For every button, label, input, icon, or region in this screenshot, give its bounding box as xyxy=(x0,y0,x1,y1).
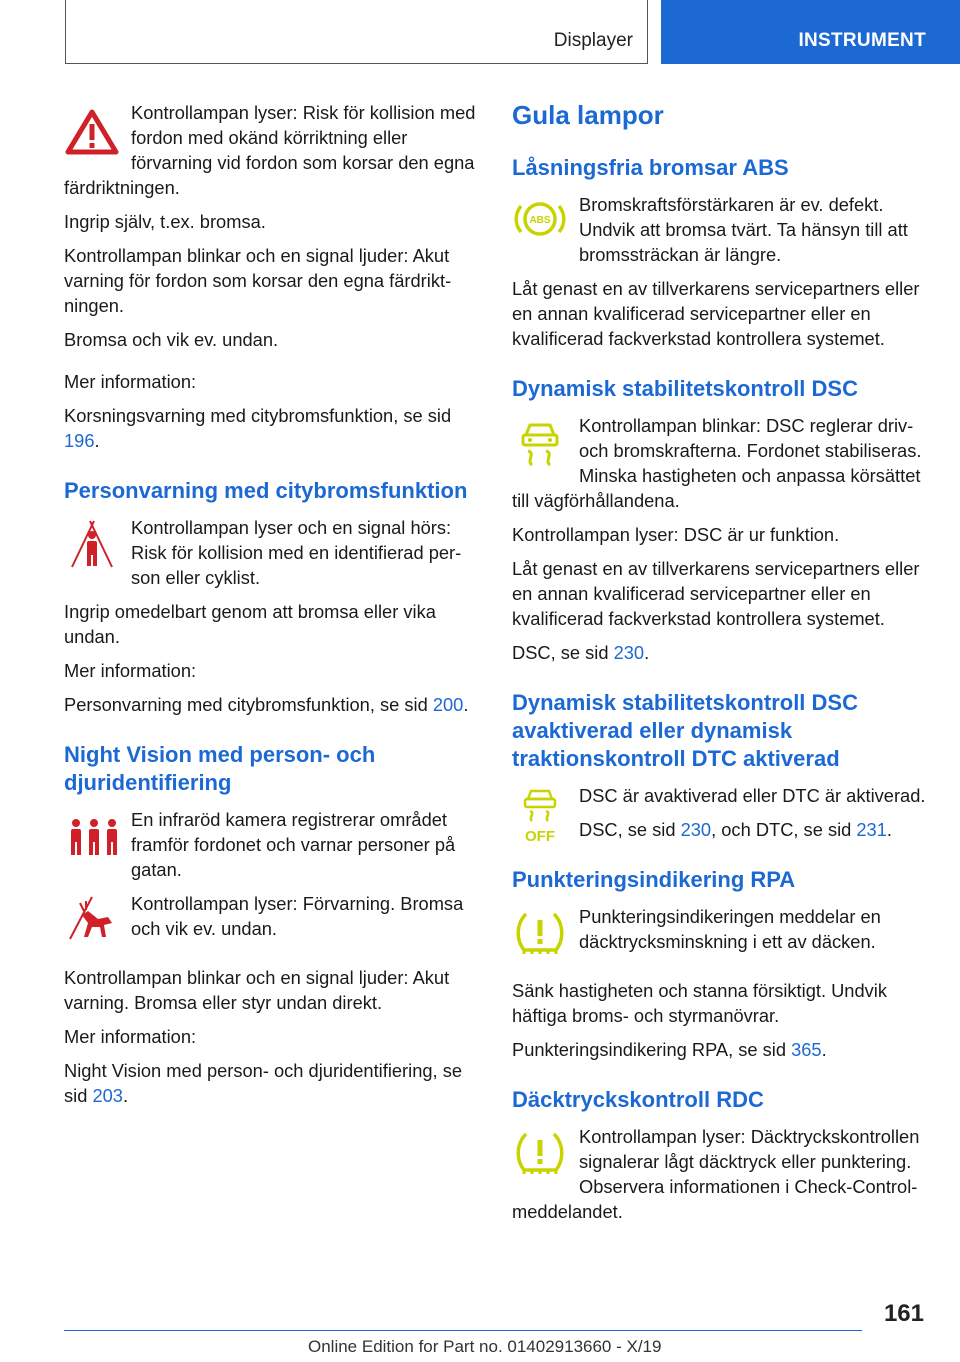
section-title-rdc: Däcktryckskontroll RDC xyxy=(512,1087,764,1112)
night-vision-reference: Night Vision med person- och djuridentifiering, se sid 203. xyxy=(64,1060,463,1106)
night-vision-more-info: Mer information: xyxy=(64,1026,197,1047)
personvarning-paragraph-1: Kontrollampan lyser och en signal hörs: Risk för kollision med en identifierad person eller cyklist. xyxy=(131,517,462,588)
pedestrians-group-icon xyxy=(64,809,131,881)
rpa-paragraph-1: Punkteringsindikeringen meddelar en däcktrycksminskning i ett av däcken. xyxy=(579,906,881,952)
dsc-reference: DSC, se sid 230. xyxy=(512,642,650,663)
header-chapter-label: INSTRUMENT xyxy=(798,30,926,51)
intro-reference: Korsningsvarning med citybromsfunktion, se sid 196. xyxy=(64,405,452,451)
intro-more-info: Mer information: xyxy=(64,371,197,392)
personvarning-paragraph-2: Ingrip omedelbart genom att bromsa eller vika undan. xyxy=(64,601,436,647)
warning-triangle-icon xyxy=(64,102,131,174)
section-title-gula-lampor: Gula lampor xyxy=(512,100,664,130)
page-link-230[interactable]: 230 xyxy=(613,642,645,663)
personvarning-more-info: Mer information: xyxy=(64,660,197,681)
personvarning-reference: Personvarning med citybromsfunktion, se sid 200. xyxy=(64,694,469,715)
dsc-off-paragraph-1: DSC är avaktiverad eller DTC är aktiverad. xyxy=(579,785,926,806)
abs-paragraph-2: Låt genast en av tillverkarens servicepartners eller en annan kvalificerad servicepartner eller en kvalificerad fackverkstad kontrollera systemet. xyxy=(512,278,920,349)
abs-warning-icon xyxy=(512,194,579,266)
intro-paragraph-3: Kontrollampan blinkar och en signal ljuder: Akut varning för fordon som korsar den egna färdriktningen. xyxy=(64,245,452,316)
rdc-paragraph-1: Kontrollampan lyser: Däcktryckskontrollen signalerar lågt däcktryck eller punktering. Observera informationen i Check-Control-meddelandet. xyxy=(512,1126,920,1222)
tire-pressure-rdc-icon xyxy=(512,1126,579,1198)
dsc-car-skid-icon xyxy=(512,415,579,487)
header-chapter-tab[interactable] xyxy=(661,0,960,64)
section-title-dsc-off: Dynamisk stabilitetskontroll DSC avaktiverad eller dynamisk traktionskontroll DTC aktiverad xyxy=(512,690,858,771)
dsc-off-reference: DSC, se sid 230, och DTC, se sid 231. xyxy=(579,819,892,840)
section-title-abs: Låsningsfria bromsar ABS xyxy=(512,155,789,180)
right-column xyxy=(512,100,926,1233)
night-vision-paragraph-2: Kontrollampan lyser: Förvarning. Bromsa och vik ev. undan. xyxy=(131,893,464,939)
footer-edition: Online Edition for Part no. 01402913660 - X/19 xyxy=(308,1337,662,1356)
page-link-196[interactable]: 196 xyxy=(64,430,95,451)
dsc-paragraph-1: Kontrollampan blinkar: DSC reglerar driv- och bromskrafterna. Fordonet stabiliseras. Minska hastigheten och anpassa körsättet till vägförhållandena. xyxy=(512,415,922,511)
page-link-200[interactable]: 200 xyxy=(432,694,464,715)
section-title-dsc: Dynamisk stabilitetskontroll DSC xyxy=(512,376,858,401)
dsc-off-icon xyxy=(512,785,579,857)
section-title-night-vision: Night Vision med person- och djuridentifiering xyxy=(64,742,376,795)
intro-paragraph-2: Ingrip själv, t.ex. bromsa. xyxy=(64,211,266,232)
dsc-paragraph-2: Kontrollampan lyser: DSC är ur funktion. xyxy=(512,524,840,545)
page-link-231[interactable]: 231 xyxy=(856,819,887,840)
header-section-tab[interactable] xyxy=(65,0,648,64)
intro-paragraph-1: Kontrollampan lyser: Risk för kollision med fordon med okänd körriktning eller förvarning vid fordon som korsar den egna färdriktningen. xyxy=(64,102,476,198)
animal-warning-icon xyxy=(64,893,131,965)
rpa-paragraph-2: Sänk hastigheten och stanna försiktigt. Undvik häftiga broms- och styrmanövrar. xyxy=(512,980,887,1026)
svg-text:ABS: ABS xyxy=(529,215,551,226)
page-link-365[interactable]: 365 xyxy=(791,1039,822,1060)
header-section-label: Displayer xyxy=(553,30,633,51)
intro-paragraph-4: Bromsa och vik ev. undan. xyxy=(64,329,279,350)
night-vision-paragraph-3: Kontrollampan blinkar och en signal ljuder: Akut varning. Bromsa eller styr undan direkt. xyxy=(64,967,450,1013)
page-number: 161 xyxy=(883,1300,924,1327)
night-vision-paragraph-1: En infraröd kamera registrerar området framför fordonet och varnar personer på gatan. xyxy=(131,809,456,880)
section-title-personvarning: Personvarning med citybromsfunktion xyxy=(64,478,468,503)
svg-text:OFF: OFF xyxy=(525,828,555,845)
pedestrian-warning-icon xyxy=(64,517,131,589)
tire-pressure-rpa-icon xyxy=(512,906,579,978)
dsc-paragraph-3: Låt genast en av tillverkarens servicepartners eller en annan kvalificerad servicepartner eller en kvalificerad fackverkstad kontrollera systemet. xyxy=(512,558,920,629)
page-link-230b[interactable]: 230 xyxy=(680,819,712,840)
section-title-rpa: Punkteringsindikering RPA xyxy=(512,867,796,892)
page-link-203[interactable]: 203 xyxy=(92,1085,123,1106)
footer-divider xyxy=(64,1330,862,1331)
rpa-reference: Punkteringsindikering RPA, se sid 365. xyxy=(512,1039,827,1060)
left-column xyxy=(64,100,476,1117)
abs-paragraph-1: Bromskraftsförstärkaren är ev. defekt. Undvik att bromsa tvärt. Ta hänsyn till att bromssträckan är längre. xyxy=(579,194,908,265)
